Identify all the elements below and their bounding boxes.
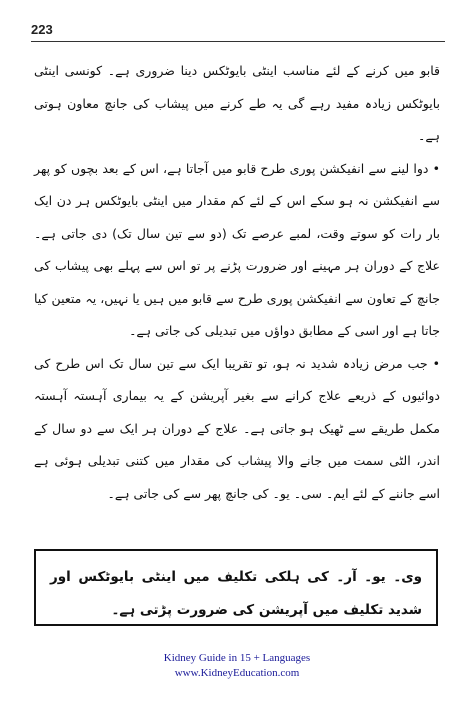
header-divider: [31, 41, 445, 42]
page-number: 223: [31, 22, 53, 37]
footer-title: Kidney Guide in 15 + Languages: [163, 652, 311, 664]
footer: [0, 651, 474, 681]
summary-callout-box: [34, 549, 438, 626]
body-text: [34, 55, 440, 510]
paragraph-2: • دوا لینے سے انفیکشن پوری طرح قابو میں آجاتا ہے، اس کے بعد بچوں کو پھر سے انفیکشن نہ ہو سکے اس کے لئے کم مقدار میں اینٹی بایوٹکس ہر دن ایک بار رات کو سوتے وقت، لمبے عرصے تک (دو سے تین سال تک) دی جاتی ہے۔ علاج کے دوران ہر مہینے اور ضرورت پڑنے پر تو اس سے پہلے بھی پیشاب کی جانچ کے تعاون سے انفیکشن پوری طرح سے قابو میں ہیں یا نہیں، یہ متعین کیا جاتا ہے اور اسی کے مطابق دواؤں میں تبدیلی کی جاتی ہے۔: [34, 160, 440, 338]
paragraph-3: • جب مرض زیادہ شدید نہ ہو، تو تقریبا ایک سے تین سال تک اس طرح کی دوائیوں کے ذریعے علاج کرانے سے بغیر آپریشن کے یہ بیماری آہستہ آہستہ مکمل طریقے سے ٹھیک ہو جاتی ہے۔ علاج کے دوران ہر ایک سے دو سال کے اندر، الٹی سمت میں جانے والا پیشاب کی مقدار میں کتنی تبدیلی ہوئی ہے اسے جاننے کے لئے ایم۔ سی۔ یو۔ کی جانچ پھر سے کی جاتی ہے۔: [34, 355, 440, 501]
footer-website-link[interactable]: www.KidneyEducation.com: [174, 667, 300, 679]
paragraph-1: قابو میں کرنے کے لئے مناسب اینٹی بایوٹکس دینا ضروری ہے۔ کونسی اینٹی بایوٹکس زیادہ مفید رہے گی یہ طے کرنے میں پیشاب کی جانچ معاون ہوتی ہے۔: [34, 63, 440, 143]
summary-callout-text: وی۔ یو۔ آر۔ کی ہلکی تکلیف میں اینٹی بایوٹکس اور شدید تکلیف میں آپریشن کی ضرورت پڑتی ہے۔: [50, 569, 422, 618]
